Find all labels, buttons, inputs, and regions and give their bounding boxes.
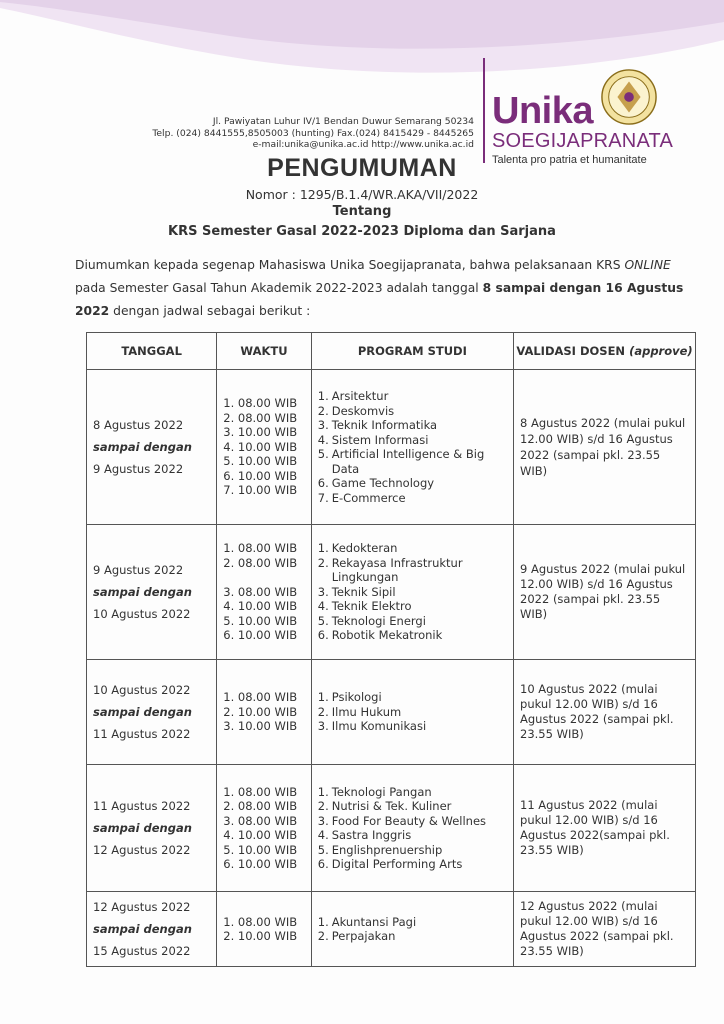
program-number: 1. [317,914,329,929]
table-row [87,892,696,967]
program-name: Nutrisi & Tek. Kuliner [331,799,452,813]
document-subject: KRS Semester Gasal 2022-2023 Diploma dan Sarjana [168,224,556,239]
program-item [318,433,507,448]
time-item: 4. 10.00 WIB [223,828,298,842]
date-connector: sampai dengan [93,440,192,454]
date-cell [87,660,217,765]
program-item [318,476,507,491]
program-name: Teknologi Energi [331,613,426,628]
table-row [87,660,696,765]
program-item [318,491,507,506]
time-item: 3. 10.00 WIB [223,719,298,734]
program-number: 2. [317,799,329,813]
date-cell [87,765,217,892]
paragraph-date-range: 8 sampai dengan 16 Agustus 2022 [75,281,684,318]
program-name: Robotik Mekatronik [331,628,443,643]
program-item [318,585,507,600]
time-item: 2. 08.00 WIB [223,799,298,813]
document-number: Nomor : 1295/B.1.4/WR.AKA/VII/2022 [245,187,479,202]
paragraph-online: ONLINE [624,258,671,272]
validasi-cell [514,765,696,892]
program-number: 5. [317,842,329,857]
paragraph-text: pada Semester Gasal Tahun Akademik 2022-2023 adalah tanggal [75,281,479,295]
validasi-text: 12 Agustus 2022 (mulai pukul 12.00 WIB) s/d 16 Agustus 2022 (sampai pkl. 23.55 WIB) [520,899,674,958]
date-end: 12 Agustus 2022 [93,843,191,857]
time-item: 2. 10.00 WIB [223,704,298,719]
validasi-text: 11 Agustus 2022 (mulai pukul 12.00 WIB) s/d 16 Agustus 2022(sampai pkl. 23.55 WIB) [520,798,670,857]
time-item: 7. 10.00 WIB [223,483,298,498]
program-number: 2. [317,704,329,719]
program-name: Psikologi [331,690,382,705]
program-number: 5. [317,613,329,628]
program-item [318,915,507,930]
program-item [318,389,507,404]
program-item [318,785,507,800]
time-item: 4. 10.00 WIB [223,599,298,614]
program-number: 6. [317,857,329,871]
date-start: 8 Agustus 2022 [93,418,184,432]
letterhead-address [152,116,474,151]
date-end: 10 Agustus 2022 [93,607,191,621]
program-item [318,828,507,843]
header-validasi [514,333,696,370]
time-item: 1. 08.00 WIB [223,914,298,929]
program-number: 4. [317,599,329,614]
time-item: 5. 10.00 WIB [223,613,298,628]
header-waktu: WAKTU [217,333,312,370]
program-name: Ilmu Hukum [331,704,402,719]
program-number: 2. [317,929,329,943]
time-cell [217,765,312,892]
program-number: 3. [317,813,329,828]
validasi-text: 9 Agustus 2022 (mulai pukul 12.00 WIB) s/d 16 Agustus 2022 (sampai pkl. 23.55 WIB) [520,562,686,621]
time-item: 1. 08.00 WIB [223,396,298,411]
program-number: 2. [317,403,329,418]
program-number: 3. [317,418,329,432]
program-name: Teknologi Pangan [331,784,432,799]
web-line: e-mail:unika@unika.ac.id http://www.unika.ac.id [252,139,474,150]
document-about-label: Tentang [332,204,392,219]
brand-tagline: Talenta pro patria et humanitate [492,154,647,166]
program-name: Kedokteran [331,541,398,556]
header-tanggal: TANGGAL [87,333,217,370]
time-item: 3. 08.00 WIB [223,584,298,599]
date-end: 11 Agustus 2022 [93,727,191,741]
program-item [318,857,507,872]
date-start: 12 Agustus 2022 [93,900,191,914]
table-row [87,765,696,892]
date-end: 9 Agustus 2022 [93,462,184,476]
program-item [318,418,507,433]
time-cell [217,525,312,660]
time-cell [217,660,312,765]
program-cell [311,892,513,967]
program-name: Deskomvis [331,403,395,418]
date-connector: sampai dengan [93,705,192,719]
program-name: Artificial Intelligence & Big Data [331,447,485,476]
program-number: 1. [317,541,329,556]
program-name: Rekayasa Infrastruktur Lingkungan [331,555,463,585]
announcement-paragraph [75,254,705,323]
date-cell [87,525,217,660]
program-cell [311,525,513,660]
time-item: 1. 08.00 WIB [223,541,298,556]
program-name: Food For Beauty & Wellnes [331,813,487,828]
program-number: 1. [317,389,329,403]
program-item [318,799,507,814]
program-number: 3. [317,584,329,599]
program-name: Englishprenuership [331,842,443,857]
program-number: 4. [317,432,329,447]
date-start: 11 Agustus 2022 [93,799,191,813]
program-name: Game Technology [331,476,435,490]
program-name: Perpajakan [331,929,396,943]
program-name: Digital Performing Arts [331,857,463,871]
header-program: PROGRAM STUDI [311,333,513,370]
program-number: 5. [317,447,329,461]
date-end: 15 Agustus 2022 [93,944,191,958]
program-cell [311,660,513,765]
table-row [87,370,696,525]
time-item: 2. 10.00 WIB [223,929,298,943]
brand-subname: SOEGIJAPRANATA [492,130,673,152]
program-item [318,599,507,614]
program-number: 2. [317,555,329,570]
paragraph-text: Diumumkan kepada segenap Mahasiswa Unika Soegijapranata, bahwa pelaksanaan KRS [75,258,621,272]
program-item [318,541,507,556]
program-item [318,404,507,419]
program-cell [311,370,513,525]
time-item: 2. 08.00 WIB [223,555,298,570]
program-name: Arsitektur [331,389,389,403]
time-item: 2. 08.00 WIB [223,410,298,425]
header-validasi-note: (approve) [629,344,693,358]
date-connector: sampai dengan [93,585,192,599]
time-item: 1. 08.00 WIB [223,690,298,705]
program-name: E-Commerce [331,490,406,505]
date-cell [87,370,217,525]
table-header-row [87,333,696,370]
program-item [318,447,507,476]
address-line: Jl. Pawiyatan Luhur IV/1 Bendan Duwur Semarang 50234 [212,116,474,127]
date-connector: sampai dengan [93,821,192,835]
program-number: 7. [317,490,329,505]
program-item [318,705,507,720]
program-item [318,628,507,643]
validasi-cell [514,370,696,525]
program-item [318,843,507,858]
program-number: 6. [317,628,329,643]
contact-line: Telp. (024) 8441555,8505003 (hunting) Fax.(024) 8415429 - 8445265 [152,127,474,139]
time-item [223,570,305,585]
program-item [318,690,507,705]
header-validasi-label: VALIDASI DOSEN [516,344,626,358]
program-name: Teknik Informatika [331,418,438,432]
table-row [87,525,696,660]
time-item: 5. 10.00 WIB [223,842,298,857]
validasi-text: 8 Agustus 2022 (mulai pukul 12.00 WIB) s/d 16 Agustus 2022 (sampai pkl. 23.55 WIB) [520,416,686,478]
time-cell [217,370,312,525]
program-item [318,814,507,829]
program-name: Akuntansi Pagi [331,914,417,929]
program-name: Sastra Inggris [331,828,412,842]
program-name: Sistem Informasi [331,432,429,447]
time-item: 3. 10.00 WIB [223,425,298,440]
program-number: 6. [317,476,329,490]
program-item [318,556,507,585]
program-item [318,719,507,734]
date-cell [87,892,217,967]
time-cell [217,892,312,967]
schedule-table [86,332,696,967]
time-item: 6. 10.00 WIB [223,468,298,483]
paragraph-text: dengan jadwal sebagai berikut : [113,304,311,318]
program-cell [311,765,513,892]
validasi-cell [514,525,696,660]
brand-name: Unika [492,90,593,132]
validasi-text: 10 Agustus 2022 (mulai pukul 12.00 WIB) s/d 16 Agustus 2022 (sampai pkl. 23.55 WIB) [520,682,674,741]
time-item: 1. 08.00 WIB [223,784,298,799]
program-name: Teknik Sipil [331,584,396,599]
document-title: PENGUMUMAN [267,154,457,182]
program-number: 1. [317,690,329,705]
time-item: 5. 10.00 WIB [223,454,298,469]
program-name: Teknik Elektro [331,599,412,614]
date-connector: sampai dengan [93,922,192,936]
time-item: 6. 10.00 WIB [223,628,298,643]
letterhead-divider [483,58,485,163]
date-start: 9 Agustus 2022 [93,563,184,577]
date-start: 10 Agustus 2022 [93,683,191,697]
program-name: Ilmu Komunikasi [331,719,427,734]
time-item: 6. 10.00 WIB [223,857,298,871]
program-item [318,929,507,944]
time-item: 3. 08.00 WIB [223,813,298,828]
program-number: 4. [317,828,329,842]
validasi-cell [514,660,696,765]
time-item: 4. 10.00 WIB [223,439,298,454]
program-number: 3. [317,719,329,734]
validasi-cell [514,892,696,967]
program-number: 1. [317,784,329,799]
program-item [318,614,507,629]
